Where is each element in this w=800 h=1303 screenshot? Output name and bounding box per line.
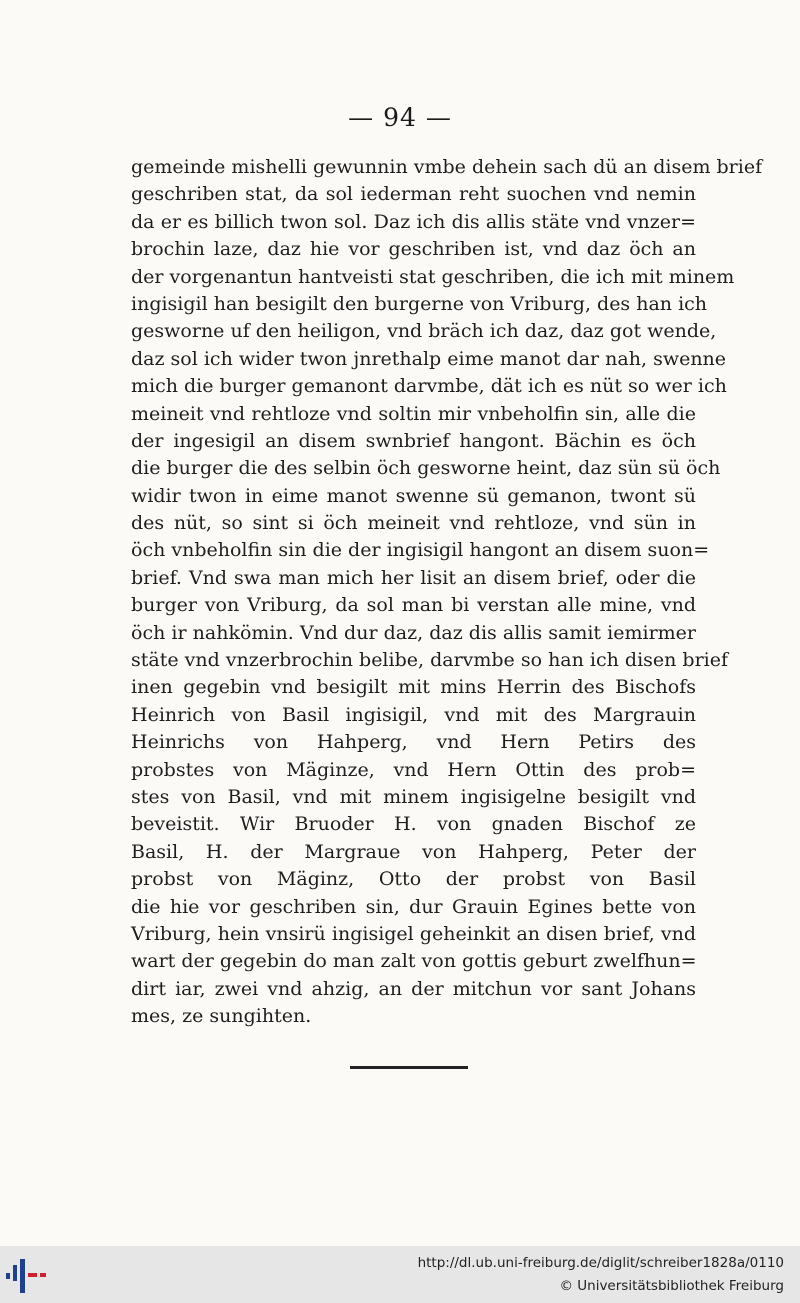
- page-number: — 94 —: [348, 103, 452, 132]
- text-line: inen gegebin vnd besigilt mit mins Herrin des Bischofs: [131, 676, 696, 699]
- text-line: stes von Basil, vnd mit minem ingisigelne besigilt vnd: [131, 785, 696, 808]
- text-line: brief. Vnd swa man mich her lisit an disem brief, oder die: [131, 566, 696, 589]
- ub-freiburg-logo-icon[interactable]: [4, 1255, 48, 1295]
- text-line: Vriburg, hein vnsirü ingisigel geheinkit an disen brief, vnd: [131, 922, 696, 945]
- text-line: Basil, H. der Margraue von Hahperg, Peter der: [131, 840, 696, 863]
- source-url-link[interactable]: http://dl.ub.uni-freiburg.de/diglit/schreiber1828a/0110: [417, 1255, 784, 1271]
- text-line: gemeinde mishelli gewunnin vmbe dehein sach dü an disem brief: [131, 156, 763, 178]
- text-line: wart der gegebin do man zalt von gottis geburt zwelfhun=: [131, 950, 697, 973]
- text-line: ingisigil han besigilt den burgerne von Vriburg, des han ich: [131, 292, 708, 315]
- text-line: Heinrich von Basil ingisigil, vnd mit des Margrauin: [131, 703, 696, 726]
- text-line: stäte vnd vnzerbrochin belibe, darvmbe so han ich disen brief: [131, 649, 729, 672]
- text-line-last: mes, ze sungihten.: [131, 1005, 312, 1028]
- text-line: Heinrichs von Hahperg, vnd Hern Petirs des: [131, 731, 696, 754]
- text-line: öch ir nahkömin. Vnd dur daz, daz dis allis samit iemirmer: [131, 621, 696, 644]
- text-line: der vorgenantun hantveisti stat geschriben, die ich mit minem: [131, 265, 735, 288]
- text-line: geschriben stat, da sol iederman reht suochen vnd nemin: [131, 183, 696, 206]
- text-line: probstes von Mäginze, vnd Hern Ottin des prob=: [131, 758, 696, 781]
- text-line: burger von Vriburg, da sol man bi verstan alle mine, vnd: [131, 594, 696, 617]
- end-rule: [350, 1066, 468, 1069]
- text-line: die burger die des selbin öch gesworne heint, daz sün sü öch: [131, 457, 721, 480]
- footer-bar: [0, 1246, 800, 1303]
- text-line: des nüt, so sint si öch meineit vnd rehtloze, vnd sün in: [131, 512, 696, 535]
- text-line: die hie vor geschriben sin, dur Grauin Egines bette von: [131, 895, 696, 918]
- copyright-text: © Universitätsbibliothek Freiburg: [559, 1278, 784, 1294]
- text-line: mich die burger gemanont darvmbe, dät ich es nüt so wer ich: [131, 375, 727, 398]
- text-line: der ingesigil an disem swnbrief hangont. Bächin es öch: [131, 429, 696, 452]
- text-line: dirt iar, zwei vnd ahzig, an der mitchun vor sant Johans: [131, 977, 696, 1000]
- text-line: daz sol ich wider twon jnrethalp eime manot dar nah, swenne: [131, 347, 727, 370]
- text-line: beveistit. Wir Bruoder H. von gnaden Bischof ze: [131, 813, 696, 836]
- text-line: da er es billich twon sol. Daz ich dis allis stäte vnd vnzer=: [131, 210, 696, 233]
- text-line: gesworne uf den heiligon, vnd bräch ich daz, daz got wende,: [131, 320, 717, 343]
- text-line: probst von Mäginz, Otto der probst von Basil: [131, 868, 696, 891]
- text-line: meineit vnd rehtloze vnd soltin mir vnbeholfin sin, alle die: [131, 402, 696, 425]
- text-line: widir twon in eime manot swenne sü gemanon, twont sü: [131, 484, 696, 507]
- text-line: brochin laze, daz hie vor geschriben ist, vnd daz öch an: [131, 238, 696, 261]
- body-text: [131, 154, 763, 1031]
- text-line: öch vnbeholfin sin die der ingisigil hangont an disem suon=: [131, 539, 710, 562]
